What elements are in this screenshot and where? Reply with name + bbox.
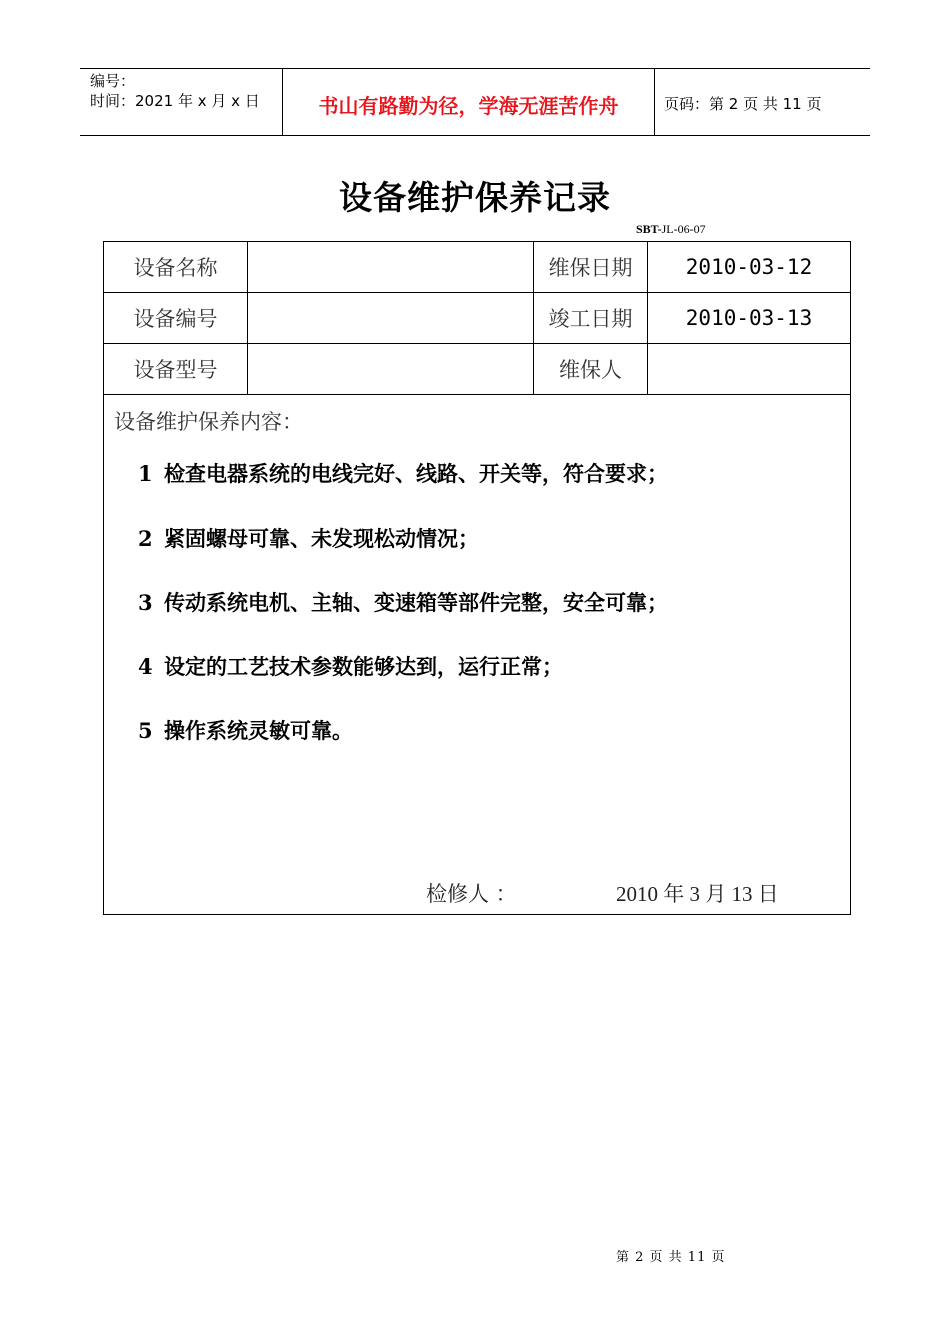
value-device-number [248,293,534,343]
label-device-name: 设备名称 [104,242,248,292]
header-time-label: 时间：2021 年 x 月 x 日 [90,92,260,110]
value-maintenance-date: 2010-03-12 [685,255,813,279]
table-row [104,293,850,344]
label-completion-date: 竣工日期 [534,293,648,343]
content-heading: 设备维护保养内容： [114,410,303,434]
list-item-text: 传动系统电机、主轴、变速箱等部件完整，安全可靠； [164,590,668,615]
header-motto: 书山有路勤为径，学海无涯苦作舟 [282,69,655,135]
page-title: 设备维护保养记录 [339,178,611,217]
table-row [104,242,850,293]
document-header [80,68,870,136]
label-maintenance-date: 维保日期 [534,242,648,292]
list-item-text: 操作系统灵敏可靠。 [164,718,353,743]
value-device-model [248,344,534,394]
list-item [138,458,668,488]
inspector-label: 检修人 ： [426,882,517,906]
value-device-name [248,242,534,292]
header-page-info: 页码：第 2 页 共 11 页 [664,94,822,113]
header-meta [80,69,282,135]
label-maintainer: 维保人 [534,344,648,394]
inspection-date: 2010 年 3 月 13 日 [616,882,779,906]
list-item [138,523,479,553]
header-number-label: 编号： [90,72,136,90]
list-item-number: 1 [138,461,153,486]
list-item [138,715,353,745]
list-item-text: 检查电器系统的电线完好、线路、开关等，符合要求； [164,461,668,486]
label-device-number: 设备编号 [104,293,248,343]
value-completion-date: 2010-03-13 [685,306,813,330]
list-item-text: 紧固螺母可靠、未发现松动情况； [164,526,479,551]
label-device-model: 设备型号 [104,344,248,394]
document-code [636,222,706,237]
list-item-number: 5 [138,718,153,743]
list-item-number: 2 [138,526,153,551]
list-item [138,651,563,681]
document-code-prefix: SBT- [636,222,662,236]
list-item-number: 3 [138,590,153,615]
list-item-text: 设定的工艺技术参数能够达到，运行正常； [164,654,563,679]
table-row [104,344,850,395]
page-footer: 第 2 页 共 11 页 [616,1250,726,1265]
list-item-number: 4 [138,654,153,679]
document-code-suffix: JL-06-07 [661,222,706,236]
list-item [138,587,668,617]
maintenance-record-table [103,241,851,915]
value-maintainer [648,344,850,394]
